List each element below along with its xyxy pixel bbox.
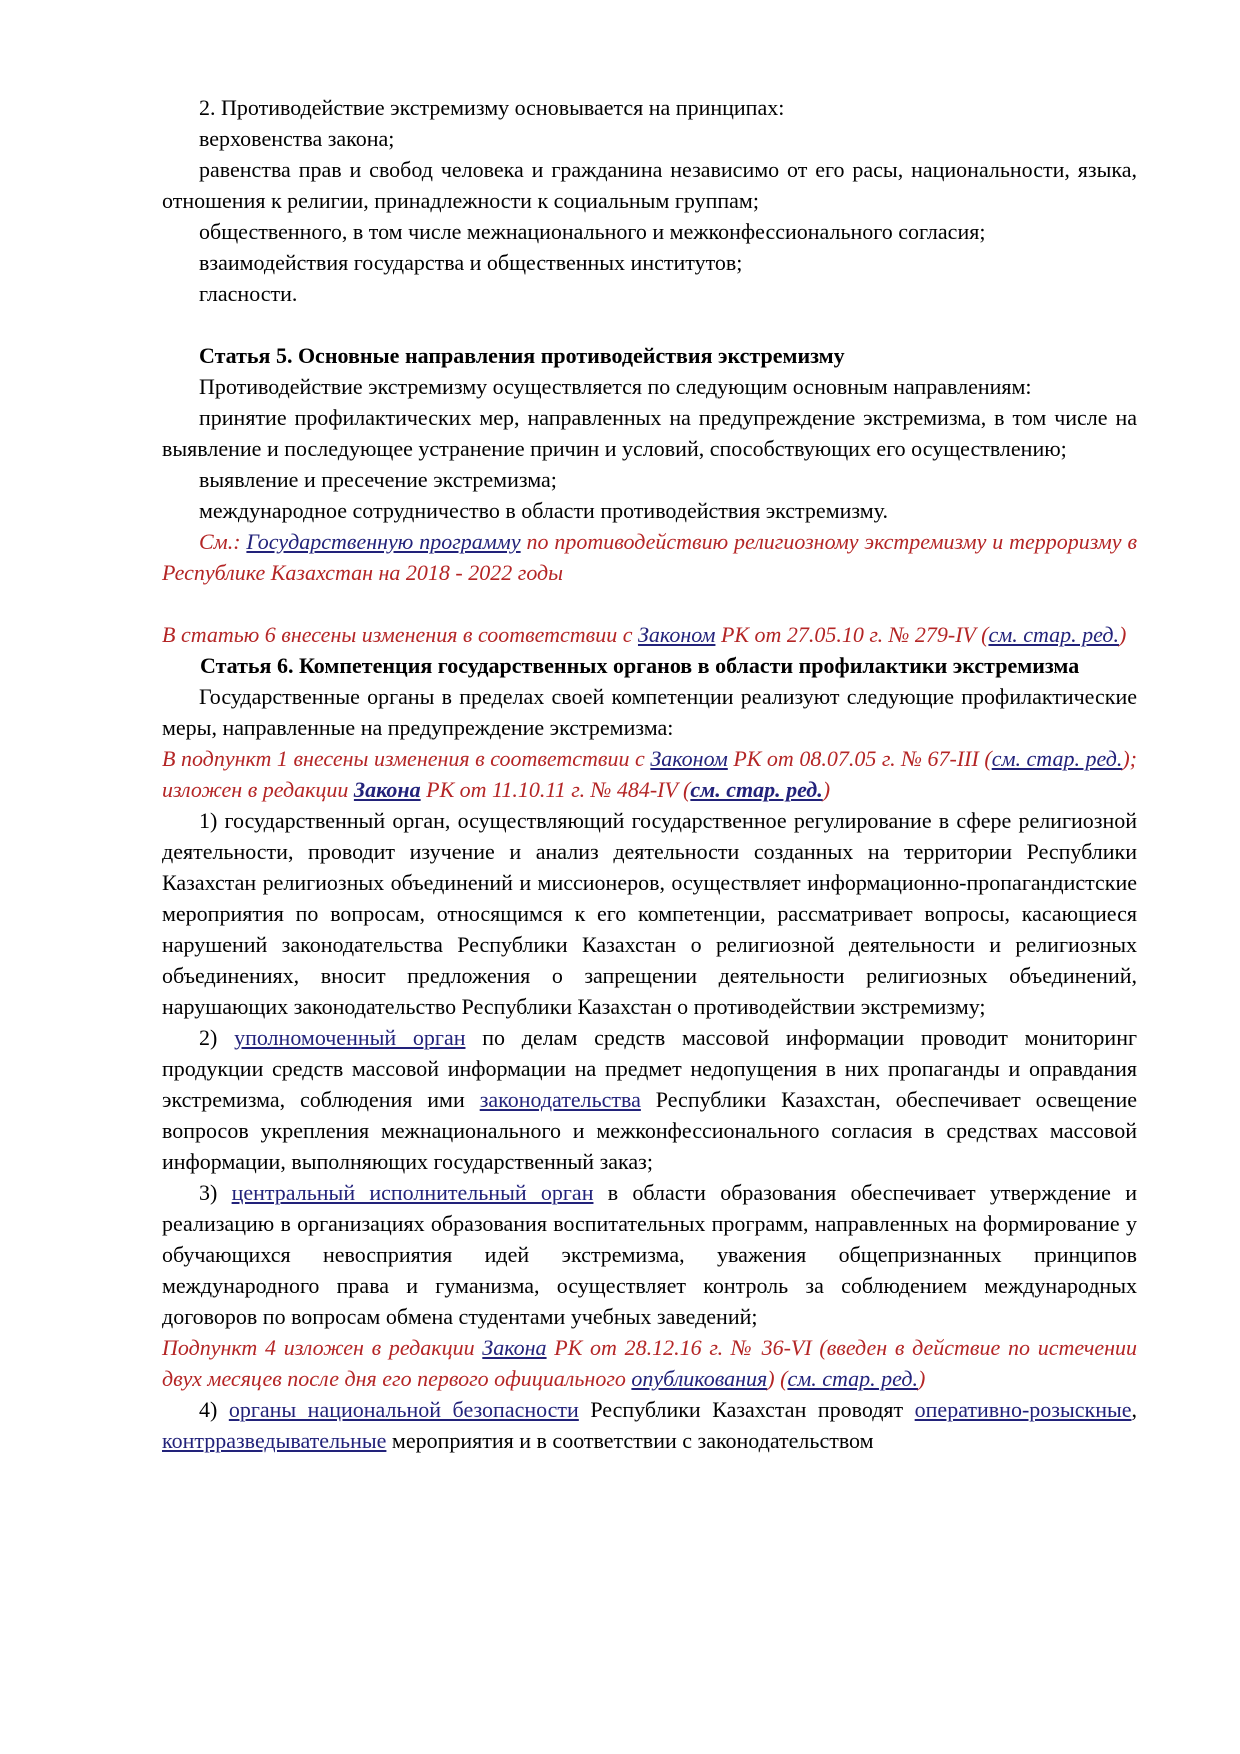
text-run: Статья 5. Основные направления противодействия экстремизму [199,343,845,368]
text-run: См.: [199,529,247,554]
link[interactable]: см. стар. ред. [991,746,1123,771]
text-run: Республики Казахстан, обеспечивает освещение вопросов укрепления межнационального и межконфессионального согласия в средствах массовой информации, выполняющих государственный заказ; [162,1087,1137,1174]
principle-item [162,154,1137,216]
text-run: гласности. [199,281,298,306]
link[interactable]: см. стар. ред. [787,1366,919,1391]
principle-item [162,278,1137,309]
text-run: ); изложен в редакции [162,746,1138,802]
text-run: ) ( [767,1366,788,1391]
text-run: ) [822,777,831,802]
amendment-note-article-6 [162,619,1137,650]
text-run: РК от 11.10.11 г. № 484-IV ( [420,777,691,802]
text-run: по противодействию религиозному экстремизму и терроризму в Республике Казахстан на 2018 - 2022 годы [162,529,1137,585]
text-run: верховенства закона; [199,126,395,151]
link[interactable]: центральный исполнительный орган [231,1180,594,1205]
link[interactable]: Закона [353,777,421,802]
amendment-note-subclause-1 [162,743,1137,805]
text-run: Подпункт 4 изложен в редакции [162,1335,483,1360]
subclause-3 [162,1177,1137,1332]
amendment-note-subclause-4 [162,1332,1137,1394]
text-run: в области образования обеспечивает утверждение и реализацию в организациях образования воспитательных программ, направленных на формирование у обучающихся невосприятия идей экстремизма, уважения общепризнанных принципов международного права и гуманизма, осуществляет контроль за соблюдением международных договоров по вопросам обмена студентами учебных заведений; [162,1180,1137,1329]
subclause-1 [162,805,1137,1022]
text-run: 1) государственный орган, осуществляющий государственное регулирование в сфере религиозной деятельности, проводит изучение и анализ деятельности созданных на территории Республики Казахстан религиозных объединений и миссионеров, осуществляет информационно-пропагандистские мероприятия по вопросам, относящимся к его компетенции, рассматривает вопросы, касающиеся нарушений законодательства Республики Казахстан о религиозной деятельности и религиозных объединениях, вносит предложения о запрещении деятельности религиозных объединений, нарушающих законодательство Республики Казахстан о противодействии экстремизму; [162,808,1137,1019]
text-run: РК от 27.05.10 г. № 279-IV ( [715,622,989,647]
link[interactable]: контрразведывательные [162,1428,387,1453]
principle-item [162,247,1137,278]
text-run: Республики Казахстан проводят [578,1397,915,1422]
text-run: Статья 6. Компетенция государственных органов в области профилактики экстремизма [200,653,1080,678]
text-run: Противодействие экстремизму осуществляется по следующим основным направлениям: [199,374,1032,399]
text-run: выявление и пресечение экстремизма; [199,467,557,492]
text-run: 2) [199,1025,235,1050]
subclause-4 [162,1394,1137,1456]
text-run: международное сотрудничество в области противодействия экстремизму. [199,498,888,523]
link[interactable]: Государственную программу [246,529,521,554]
see-note [162,526,1137,588]
link[interactable]: см. стар. ред. [690,777,823,802]
text-run: РК от 28.12.16 г. № 36-VI (введен в действие по истечении двух месяцев после дня его первого официального [162,1335,1137,1391]
text-run: мероприятия и в соответствии с законодательством [386,1428,874,1453]
direction-item [162,495,1137,526]
text-run: , [1131,1397,1138,1422]
text-run: принятие профилактических мер, направленных на предупреждение экстремизма, в том числе на выявление и последующее устранение причин и условий, способствующих его осуществлению; [162,405,1137,461]
text-run: равенства прав и свобод человека и гражданина независимо от его расы, национальности, языка, отношения к религии, принадлежности к социальным группам; [162,157,1137,213]
link[interactable]: уполномоченный орган [234,1025,466,1050]
link[interactable]: законодательства [479,1087,641,1112]
blank-line [162,588,1137,619]
link[interactable]: органы национальной безопасности [228,1397,579,1422]
article-6-heading [162,650,1137,681]
text-run: общественного, в том числе межнационального и межконфессионального согласия; [199,219,986,244]
principle-item [162,216,1137,247]
link[interactable]: опубликования [631,1366,768,1391]
text-run: 2. Противодействие экстремизму основывается на принципах: [199,95,785,120]
direction-item [162,402,1137,464]
link[interactable]: Законом [650,746,728,771]
text-run: В подпункт 1 внесены изменения в соответствии с [162,746,651,771]
text-run: ) [1119,622,1127,647]
text-run: ) [918,1366,926,1391]
text-run: 4) [199,1397,229,1422]
text-run: 3) [199,1180,232,1205]
text-run: РК от 08.07.05 г. № 67-III ( [727,746,992,771]
link[interactable]: Законом [637,622,716,647]
link[interactable]: оперативно-розыскные [914,1397,1132,1422]
link[interactable]: см. стар. ред. [988,622,1120,647]
text-run: Государственные органы в пределах своей компетенции реализуют следующие профилактические меры, направленные на предупреждение экстремизма: [162,684,1137,740]
subclause-2 [162,1022,1137,1177]
text-run: взаимодействия государства и общественных институтов; [199,250,743,275]
text-run: по делам средств массовой информации проводит мониторинг продукции средств массовой информации на предмет недопущения в них пропаганды и оправдания экстремизма, соблюдения ими [162,1025,1137,1112]
direction-item [162,464,1137,495]
clause-2-intro [162,92,1137,123]
article-6-intro [162,681,1137,743]
principle-item [162,123,1137,154]
article-5-heading [162,340,1137,371]
text-run: В статью 6 внесены изменения в соответствии с [162,622,638,647]
link[interactable]: Закона [482,1335,547,1360]
article-5-intro [162,371,1137,402]
blank-line [162,309,1137,340]
